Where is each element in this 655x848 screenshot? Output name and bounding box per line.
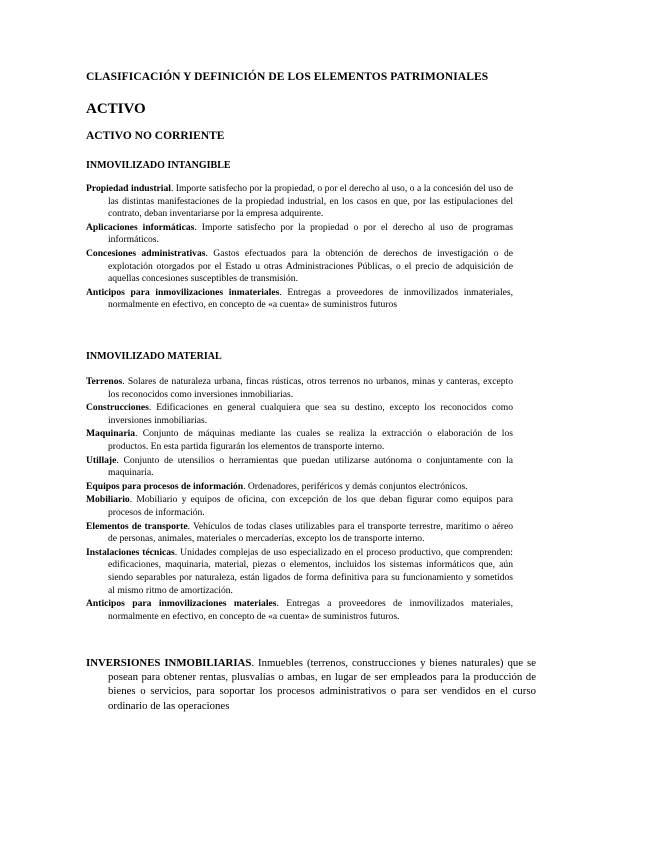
definition-text: . Solares de naturaleza urbana, fincas rústicas, otros terrenos no urbanos, minas y canteras, excepto los reconocidos como inversiones inmobiliarias. xyxy=(108,376,513,400)
definition-term: Concesiones administrativas xyxy=(86,247,206,259)
inversiones-inmobiliarias-paragraph xyxy=(86,656,536,713)
definition-item xyxy=(86,287,513,312)
definition-term: Aplicaciones informáticas xyxy=(86,221,195,233)
heading-activo-no-corriente: ACTIVO NO CORRIENTE xyxy=(86,130,225,142)
definition-term: Elementos de transporte xyxy=(86,520,188,532)
definition-text: . Importe satisfecho por la propiedad o por el derecho al uso de programas informáticos. xyxy=(108,221,513,246)
definition-term: Anticipos para inmovilizaciones inmateriales xyxy=(86,286,280,298)
definition-text: . Entregas a proveedores de inmovilizados inmateriales, normalmente en efectivo, en concepto de «a cuenta» de suministros futuros xyxy=(108,286,513,311)
heading-inmovilizado-intangible: INMOVILIZADO INTANGIBLE xyxy=(86,160,231,171)
definition-item xyxy=(86,598,513,623)
definition-item xyxy=(86,248,513,286)
definition-text: . Conjunto de máquinas mediante las cuales se realiza la extracción o elaboración de los productos. En esta partida figurarán los elementos de transporte interno. xyxy=(108,428,513,452)
definition-term: Utillaje xyxy=(86,454,117,466)
definition-item xyxy=(86,376,513,401)
definition-item xyxy=(86,547,513,597)
heading-activo: ACTIVO xyxy=(86,101,146,117)
definition-term: Anticipos para inmovilizaciones materiales xyxy=(86,598,277,610)
definition-term: Construcciones xyxy=(86,402,149,414)
intangible-list xyxy=(86,183,513,313)
definition-text: . Vehículos de todas clases utilizables para el transporte terrestre, marítimo o aéreo de personas, animales, materiales o mercaderías, excepto los de transporte interno. xyxy=(108,520,514,545)
definition-item xyxy=(86,481,513,494)
definition-text: . Importe satisfecho por la propiedad, o por el derecho al uso, o a la concesión del uso de las distintas manifestaciones de la propiedad industrial, en los casos en que, por las estipulaciones del contrato, deban inventariarse por la empresa adquirente. xyxy=(108,183,514,220)
definition-term: Propiedad industrial xyxy=(86,183,171,194)
definition-item xyxy=(86,428,513,453)
inversiones-term: INVERSIONES INMOBILIARIAS xyxy=(86,657,252,669)
definition-text: . Ordenadores, periféricos y demás conjuntos electrónicos. xyxy=(243,480,468,492)
heading-inmovilizado-material: INMOVILIZADO MATERIAL xyxy=(86,351,222,362)
definition-item xyxy=(86,402,513,427)
definition-item xyxy=(86,222,513,247)
definition-text: . Edificaciones en general cualquiera que sea su destino, excepto los reconocidos como inversiones inmobiliarias. xyxy=(108,402,513,426)
document-title: CLASIFICACIÓN Y DEFINICIÓN DE LOS ELEMENTOS PATRIMONIALES xyxy=(86,71,489,83)
definition-text: . Entregas a proveedores de inmovilizados materiales, normalmente en efectivo, en concepto de «a cuenta» de suministros futuros. xyxy=(108,598,513,622)
definition-item xyxy=(86,521,513,546)
definition-term: Terrenos xyxy=(86,376,123,387)
definition-term: Equipos para procesos de información xyxy=(86,480,244,492)
definition-term: Instalaciones técnicas xyxy=(86,546,175,558)
material-list xyxy=(86,376,513,624)
definition-term: Mobiliario xyxy=(86,494,130,506)
definition-text: . Conjunto de utensilios o herramientas que puedan utilizarse autónoma o conjuntamente con la maquinaria. xyxy=(108,454,513,479)
inversiones-text: . Inmuebles (terrenos, construcciones y bienes naturales) que se posean para obtener rentas, plusvalías o ambas, en lugar de ser empleados para la producción de bienes o servicios, para soportar los procesos administrativos o para ser vendidos en el curso ordinario de las operaciones xyxy=(108,657,537,712)
definition-term: Maquinaria xyxy=(86,428,136,440)
definition-text: . Mobiliario y equipos de oficina, con excepción de los que deban figurar como equipos para procesos de información. xyxy=(108,494,513,518)
definition-item xyxy=(86,494,513,519)
definition-text: . Unidades complejas de uso especializado en el proceso productivo, que comprenden: edificaciones, maquinaria, material, piezas o elementos, incluidos los sistemas informáticos que, aún siendo separables por naturaleza, están ligados de forma definitiva para su funcionamiento y sometidos al mismo ritmo de amortización. xyxy=(108,546,513,596)
definition-item xyxy=(86,455,513,480)
definition-item xyxy=(86,183,513,221)
definition-text: . Gastos efectuados para la obtención de derechos de investigación o de explotación otorgados por el Estado u otras Administraciones Públicas, o el precio de adquisición de aquellas concesiones susceptibles de transmisión. xyxy=(108,247,514,285)
